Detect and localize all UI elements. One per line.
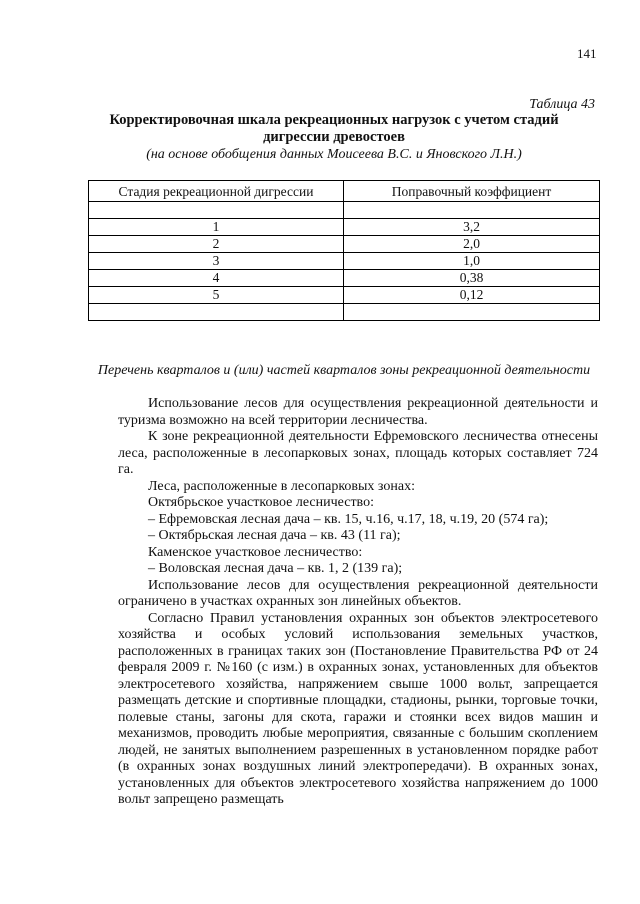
table-cell-stage: 4 <box>89 270 344 287</box>
paragraph: К зоне рекреационной деятельности Ефремовского лесничества отнесены леса, расположенные в лесопарковых зонах, площадь которых составляет 724 га. <box>118 429 598 477</box>
paragraph: Каменское участковое лесничество: <box>148 544 363 560</box>
table-number: Таблица 43 <box>529 97 595 112</box>
paragraph: Использование лесов для осуществления рекреационной деятельности ограничено в участках охранных зон линейных объектов. <box>118 577 598 609</box>
table-header-row <box>89 181 600 202</box>
table-row <box>89 287 600 304</box>
table-cell-stage: 3 <box>89 253 344 270</box>
table-cell-coefficient: 0,12 <box>344 287 600 304</box>
table-row <box>89 236 600 253</box>
table-cell-coefficient: 1,0 <box>344 253 600 270</box>
paragraph: Леса, расположенные в лесопарковых зонах: <box>148 478 415 494</box>
list-item: – Ефремовская лесная дача – кв. 15, ч.16, ч.17, 18, ч.19, 20 (574 га); <box>148 511 549 527</box>
table-subtitle: (на основе обобщения данных Моисеева В.С. и Яновского Л.Н.) <box>146 147 522 162</box>
body-text <box>118 396 598 809</box>
paragraph: Октябрьское участковое лесничество: <box>148 495 374 510</box>
table-cell-coefficient: 2,0 <box>344 236 600 253</box>
table-cell-stage: 5 <box>89 287 344 304</box>
table-row <box>89 253 600 270</box>
table-empty-row <box>89 304 600 321</box>
list-item: – Воловская лесная дача – кв. 1, 2 (139 га); <box>148 561 403 576</box>
page-number: 141 <box>577 46 597 61</box>
header-coefficient: Поправочный коэффициент <box>344 181 600 202</box>
header-stage: Стадия рекреационной дигрессии <box>89 181 344 202</box>
list-item: – Октябрьская лесная дача – кв. 43 (11 га); <box>148 528 401 543</box>
table-cell-stage: 2 <box>89 236 344 253</box>
table-empty-row <box>89 202 600 219</box>
table-row <box>89 270 600 287</box>
paragraph: Согласно Правил установления охранных зон объектов электросетевого хозяйства и особых условий использования земельных участков, расположенных в границах таких зон (Постановление Правительства РФ от 24 февраля 2009 г. №160 (с изм.) в охранных зонах, установленных для объектов электросетевого хозяйства, напряжением свыше 1000 вольт, запрещается размещать детские и спортивные площадки, стадионы, рынки, торговые точки, полевые станы, загоны для скота, гаражи и стоянки всех видов машин и механизмов, проводить любые мероприятия, связанные с большим скоплением людей, не занятых выполнением разрешенных в установленном порядке работ (в охранных зонах воздушных линий электропередачи). В охранных зонах, установленных для объектов электросетевого хозяйства напряжением до 1000 вольт запрещено размещать <box>118 610 598 807</box>
correction-table <box>88 180 600 321</box>
table-row <box>89 219 600 236</box>
table-cell-coefficient: 3,2 <box>344 219 600 236</box>
table-cell <box>344 202 600 219</box>
table-cell-stage: 1 <box>89 219 344 236</box>
table-title: Корректировочная шкала рекреационных нагрузок с учетом стадий дигрессии древостоев <box>109 112 559 145</box>
paragraph: Использование лесов для осуществления рекреационной деятельности и туризма возможно на всей территории лесничества. <box>118 396 598 428</box>
table-cell-coefficient: 0,38 <box>344 270 600 287</box>
table-cell <box>89 202 344 219</box>
section-title: Перечень кварталов и (или) частей кварталов зоны рекреационной деятельности <box>97 363 591 378</box>
table-cell <box>89 304 344 321</box>
table-cell <box>344 304 600 321</box>
